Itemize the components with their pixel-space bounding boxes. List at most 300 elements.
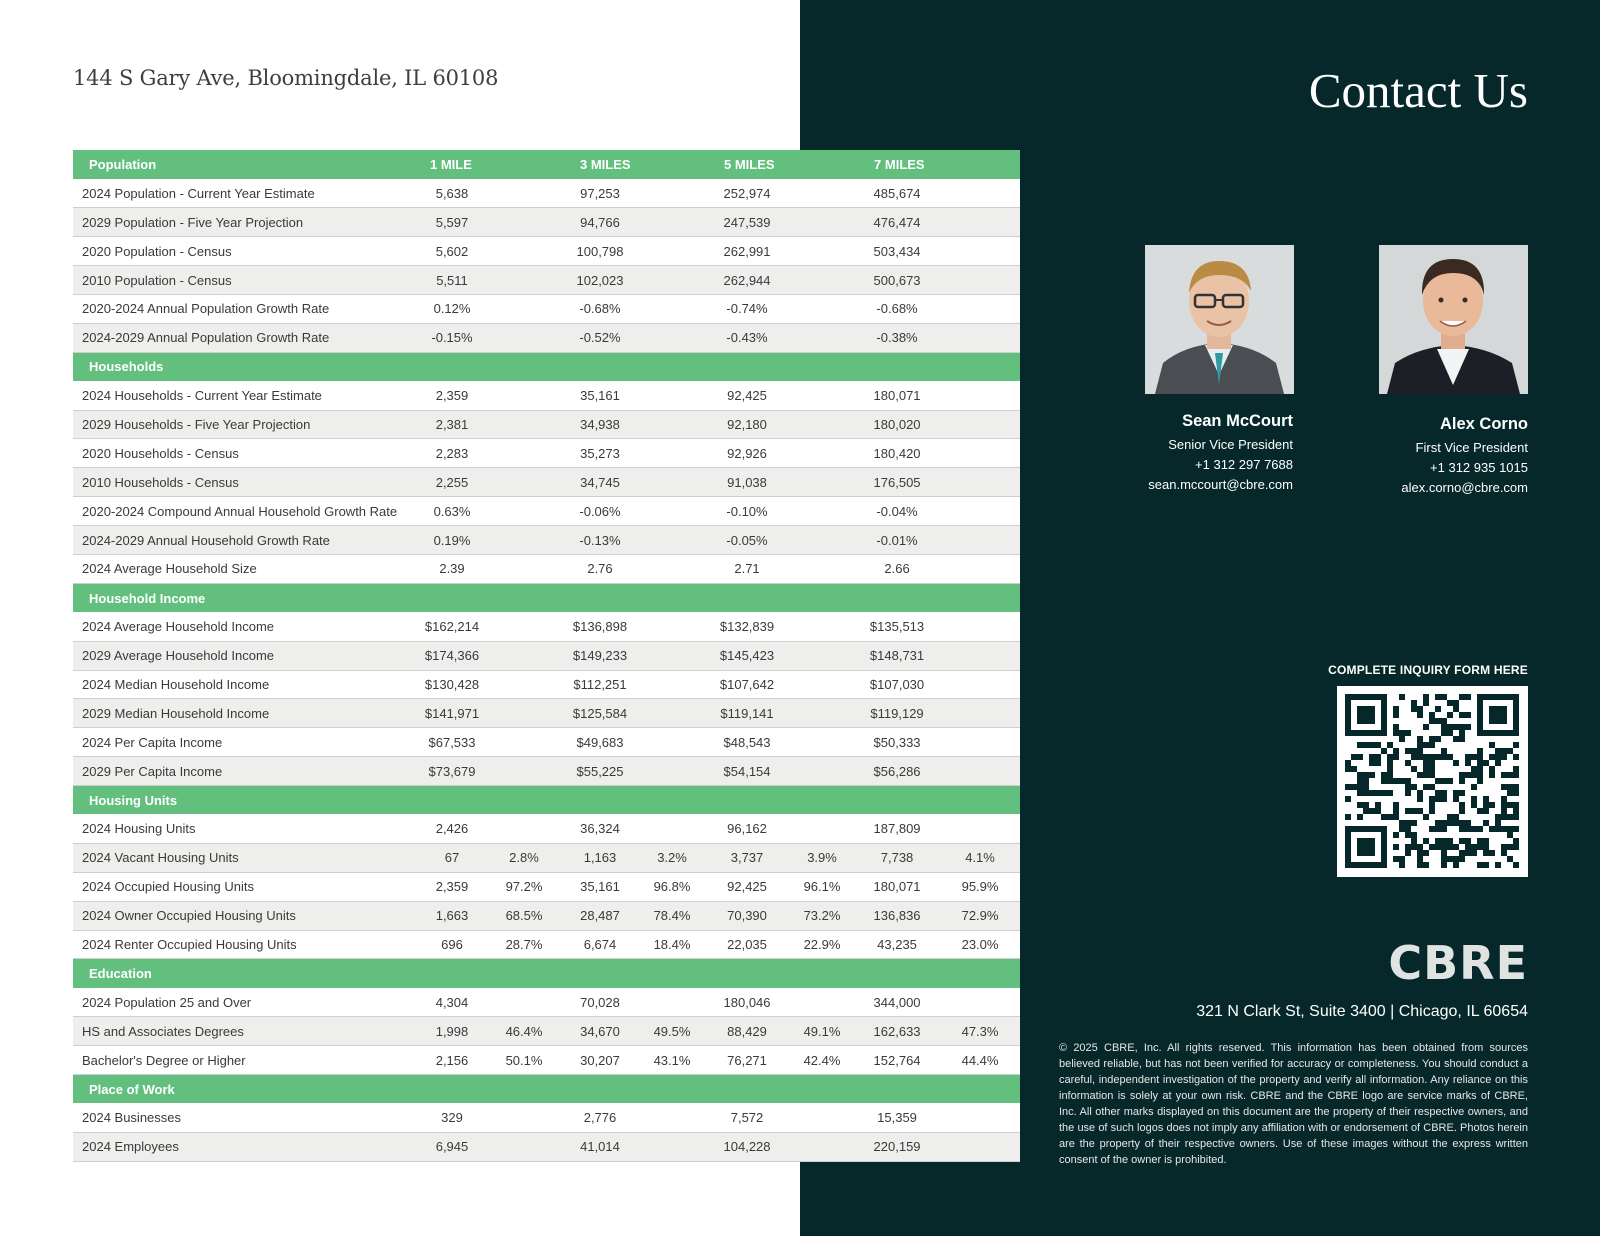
percent-cell	[940, 612, 1020, 641]
percent-cell	[640, 323, 704, 352]
contact-title: Senior Vice President	[1168, 437, 1293, 452]
percent-cell	[640, 381, 704, 410]
table-row	[73, 410, 1020, 439]
radius-header: 1 MILE	[416, 150, 560, 179]
value-cell: 329	[416, 1103, 488, 1132]
percent-cell: 49.5%	[640, 1017, 704, 1046]
percent-cell	[940, 699, 1020, 728]
value-cell: $174,366	[416, 641, 488, 670]
value-cell: $125,584	[560, 699, 640, 728]
row-label: 2029 Median Household Income	[73, 699, 416, 728]
percent-cell: 95.9%	[940, 872, 1020, 901]
value-cell: $50,333	[854, 728, 940, 757]
table-row	[73, 901, 1020, 930]
value-cell: 22,035	[704, 930, 790, 959]
percent-cell	[790, 468, 854, 497]
contact-photo-alex	[1379, 245, 1528, 394]
row-label: 2024 Vacant Housing Units	[73, 843, 416, 872]
inquiry-qr-code[interactable]	[1337, 686, 1528, 877]
percent-cell	[640, 641, 704, 670]
value-cell: 2,381	[416, 410, 488, 439]
contact-card-sean	[1148, 412, 1293, 495]
value-cell: $119,129	[854, 699, 940, 728]
value-cell: 4,304	[416, 988, 488, 1017]
section-title: Education	[73, 959, 416, 988]
value-cell: 92,425	[704, 872, 790, 901]
row-label: 2024 Businesses	[73, 1103, 416, 1132]
percent-cell	[488, 554, 560, 583]
value-cell: 100,798	[560, 237, 640, 266]
value-cell: 92,180	[704, 410, 790, 439]
section-filler	[416, 959, 1020, 988]
row-label: 2020-2024 Annual Population Growth Rate	[73, 294, 416, 323]
radius-header: 5 MILES	[704, 150, 854, 179]
table-row	[73, 1103, 1020, 1132]
percent-cell	[488, 468, 560, 497]
percent-cell	[940, 1103, 1020, 1132]
value-cell: $54,154	[704, 757, 790, 786]
value-cell: 2.76	[560, 554, 640, 583]
row-label: 2010 Population - Census	[73, 266, 416, 295]
row-label: Bachelor's Degree or Higher	[73, 1046, 416, 1075]
percent-cell	[488, 294, 560, 323]
contact-photo-sean	[1145, 245, 1294, 394]
percent-cell: 97.2%	[488, 872, 560, 901]
value-cell: 180,020	[854, 410, 940, 439]
percent-cell	[940, 757, 1020, 786]
value-cell: -0.13%	[560, 526, 640, 555]
value-cell: 70,028	[560, 988, 640, 1017]
percent-cell	[940, 381, 1020, 410]
value-cell: 5,602	[416, 237, 488, 266]
percent-cell	[640, 468, 704, 497]
percent-cell	[488, 1132, 560, 1161]
percent-cell	[790, 497, 854, 526]
value-cell: 187,809	[854, 814, 940, 843]
percent-cell	[940, 208, 1020, 237]
section-filler	[416, 352, 1020, 381]
table-row	[73, 641, 1020, 670]
value-cell: 180,420	[854, 439, 940, 468]
percent-cell: 18.4%	[640, 930, 704, 959]
value-cell: -0.15%	[416, 323, 488, 352]
percent-cell: 50.1%	[488, 1046, 560, 1075]
value-cell: $148,731	[854, 641, 940, 670]
row-label: 2020-2024 Compound Annual Household Growth Rate	[73, 497, 416, 526]
value-cell: 91,038	[704, 468, 790, 497]
percent-cell	[790, 554, 854, 583]
section-title: Households	[73, 352, 416, 381]
percent-cell	[488, 988, 560, 1017]
value-cell: 67	[416, 843, 488, 872]
percent-cell	[790, 323, 854, 352]
percent-cell	[790, 1103, 854, 1132]
value-cell: 7,572	[704, 1103, 790, 1132]
value-cell: 76,271	[704, 1046, 790, 1075]
value-cell: $141,971	[416, 699, 488, 728]
percent-cell	[790, 1132, 854, 1161]
value-cell: $112,251	[560, 670, 640, 699]
table-row	[73, 323, 1020, 352]
row-label: 2024 Population - Current Year Estimate	[73, 179, 416, 208]
percent-cell	[790, 641, 854, 670]
value-cell: $49,683	[560, 728, 640, 757]
percent-cell	[790, 728, 854, 757]
percent-cell	[488, 757, 560, 786]
percent-cell	[640, 266, 704, 295]
percent-cell	[640, 526, 704, 555]
value-cell: $55,225	[560, 757, 640, 786]
value-cell: 30,207	[560, 1046, 640, 1075]
value-cell: $162,214	[416, 612, 488, 641]
value-cell: 35,161	[560, 872, 640, 901]
section-filler	[416, 1075, 1020, 1104]
percent-cell	[640, 439, 704, 468]
percent-cell	[790, 294, 854, 323]
percent-cell	[640, 497, 704, 526]
percent-cell	[640, 208, 704, 237]
value-cell: 28,487	[560, 901, 640, 930]
value-cell: 2,426	[416, 814, 488, 843]
value-cell: $67,533	[416, 728, 488, 757]
row-label: 2024 Per Capita Income	[73, 728, 416, 757]
percent-cell	[940, 323, 1020, 352]
percent-cell	[640, 612, 704, 641]
table-row	[73, 728, 1020, 757]
table-row	[73, 843, 1020, 872]
percent-cell	[488, 497, 560, 526]
table-row	[73, 670, 1020, 699]
value-cell: 7,738	[854, 843, 940, 872]
value-cell: 34,670	[560, 1017, 640, 1046]
percent-cell	[940, 526, 1020, 555]
percent-cell	[488, 641, 560, 670]
value-cell: 6,945	[416, 1132, 488, 1161]
percent-cell	[940, 294, 1020, 323]
row-label: 2020 Population - Census	[73, 237, 416, 266]
value-cell: 104,228	[704, 1132, 790, 1161]
row-label: 2010 Households - Census	[73, 468, 416, 497]
table-row	[73, 237, 1020, 266]
value-cell: 35,161	[560, 381, 640, 410]
section-header-row	[73, 583, 1020, 612]
value-cell: 102,023	[560, 266, 640, 295]
contact-name: Alex Corno	[1439, 415, 1528, 433]
contact-email[interactable]: sean.mccourt@cbre.com	[1148, 477, 1293, 492]
section-header-row	[73, 786, 1020, 815]
value-cell: 180,071	[854, 381, 940, 410]
value-cell: 2,359	[416, 381, 488, 410]
row-label: 2024 Population 25 and Over	[73, 988, 416, 1017]
table-row	[73, 757, 1020, 786]
contact-email[interactable]: alex.corno@cbre.com	[1401, 480, 1528, 495]
percent-cell	[488, 266, 560, 295]
value-cell: 88,429	[704, 1017, 790, 1046]
value-cell: 92,926	[704, 439, 790, 468]
cbre-logo: CBRE	[1388, 936, 1528, 990]
percent-cell	[488, 381, 560, 410]
percent-cell: 43.1%	[640, 1046, 704, 1075]
value-cell: -0.68%	[560, 294, 640, 323]
percent-cell	[940, 988, 1020, 1017]
value-cell: 5,638	[416, 179, 488, 208]
percent-cell	[488, 728, 560, 757]
value-cell: $73,679	[416, 757, 488, 786]
section-title: Place of Work	[73, 1075, 416, 1104]
percent-cell	[790, 439, 854, 468]
value-cell: 70,390	[704, 901, 790, 930]
row-label: 2029 Population - Five Year Projection	[73, 208, 416, 237]
value-cell: 43,235	[854, 930, 940, 959]
percent-cell: 96.8%	[640, 872, 704, 901]
value-cell: $130,428	[416, 670, 488, 699]
row-label: 2024 Housing Units	[73, 814, 416, 843]
section-header-row	[73, 959, 1020, 988]
value-cell: 2,156	[416, 1046, 488, 1075]
table-row	[73, 1132, 1020, 1161]
contact-name: Sean McCourt	[1182, 412, 1293, 430]
value-cell: 252,974	[704, 179, 790, 208]
value-cell: 92,425	[704, 381, 790, 410]
value-cell: 96,162	[704, 814, 790, 843]
value-cell: -0.52%	[560, 323, 640, 352]
percent-cell: 23.0%	[940, 930, 1020, 959]
row-label: 2024 Employees	[73, 1132, 416, 1161]
percent-cell: 28.7%	[488, 930, 560, 959]
value-cell: 1,163	[560, 843, 640, 872]
percent-cell	[940, 410, 1020, 439]
value-cell: 94,766	[560, 208, 640, 237]
value-cell: -0.43%	[704, 323, 790, 352]
property-address: 144 S Gary Ave, Bloomingdale, IL 60108	[73, 66, 499, 90]
percent-cell	[488, 814, 560, 843]
percent-cell	[940, 497, 1020, 526]
percent-cell	[940, 1132, 1020, 1161]
value-cell: 2.71	[704, 554, 790, 583]
percent-cell: 3.2%	[640, 843, 704, 872]
value-cell: 0.63%	[416, 497, 488, 526]
value-cell: 162,633	[854, 1017, 940, 1046]
value-cell: 2,255	[416, 468, 488, 497]
section-header-row	[73, 352, 1020, 381]
value-cell: 247,539	[704, 208, 790, 237]
percent-cell: 68.5%	[488, 901, 560, 930]
row-label: 2024 Average Household Income	[73, 612, 416, 641]
value-cell: 180,046	[704, 988, 790, 1017]
value-cell: $149,233	[560, 641, 640, 670]
value-cell: 0.12%	[416, 294, 488, 323]
percent-cell	[790, 757, 854, 786]
section-header-row	[73, 1075, 1020, 1104]
table-row	[73, 699, 1020, 728]
section-title: Population	[73, 150, 416, 179]
row-label: 2020 Households - Census	[73, 439, 416, 468]
percent-cell	[640, 670, 704, 699]
value-cell: 2,359	[416, 872, 488, 901]
percent-cell	[488, 1103, 560, 1132]
value-cell: 696	[416, 930, 488, 959]
value-cell: -0.74%	[704, 294, 790, 323]
percent-cell	[940, 670, 1020, 699]
table-row	[73, 930, 1020, 959]
percent-cell	[640, 757, 704, 786]
percent-cell	[940, 237, 1020, 266]
table-row	[73, 179, 1020, 208]
value-cell: 344,000	[854, 988, 940, 1017]
value-cell: -0.05%	[704, 526, 790, 555]
percent-cell	[940, 641, 1020, 670]
row-label: 2029 Per Capita Income	[73, 757, 416, 786]
percent-cell: 73.2%	[790, 901, 854, 930]
row-label: 2029 Average Household Income	[73, 641, 416, 670]
percent-cell: 3.9%	[790, 843, 854, 872]
value-cell: $145,423	[704, 641, 790, 670]
percent-cell	[790, 699, 854, 728]
row-label: 2024-2029 Annual Household Growth Rate	[73, 526, 416, 555]
percent-cell: 42.4%	[790, 1046, 854, 1075]
value-cell: -0.10%	[704, 497, 790, 526]
table-row	[73, 439, 1020, 468]
percent-cell	[488, 439, 560, 468]
percent-cell	[488, 410, 560, 439]
percent-cell	[640, 410, 704, 439]
row-label: 2024 Owner Occupied Housing Units	[73, 901, 416, 930]
table-row	[73, 468, 1020, 497]
percent-cell	[790, 266, 854, 295]
percent-cell: 46.4%	[488, 1017, 560, 1046]
value-cell: 34,745	[560, 468, 640, 497]
row-label: 2024 Median Household Income	[73, 670, 416, 699]
percent-cell	[940, 179, 1020, 208]
section-header-row	[73, 150, 1020, 179]
percent-cell	[488, 208, 560, 237]
row-label: 2024-2029 Annual Population Growth Rate	[73, 323, 416, 352]
row-label: 2024 Renter Occupied Housing Units	[73, 930, 416, 959]
table-row	[73, 988, 1020, 1017]
demographics-table	[73, 150, 1020, 1162]
section-title: Household Income	[73, 583, 416, 612]
table-row	[73, 554, 1020, 583]
value-cell: 35,273	[560, 439, 640, 468]
contact-heading: Contact Us	[1308, 63, 1528, 118]
row-label: 2024 Occupied Housing Units	[73, 872, 416, 901]
radius-header: 3 MILES	[560, 150, 704, 179]
percent-cell	[488, 526, 560, 555]
value-cell: $132,839	[704, 612, 790, 641]
percent-cell: 2.8%	[488, 843, 560, 872]
percent-cell	[488, 237, 560, 266]
percent-cell: 44.4%	[940, 1046, 1020, 1075]
value-cell: $48,543	[704, 728, 790, 757]
percent-cell	[640, 237, 704, 266]
table-row	[73, 266, 1020, 295]
percent-cell	[790, 988, 854, 1017]
value-cell: 41,014	[560, 1132, 640, 1161]
percent-cell	[790, 208, 854, 237]
row-label: 2029 Households - Five Year Projection	[73, 410, 416, 439]
row-label: 2024 Average Household Size	[73, 554, 416, 583]
percent-cell	[640, 1103, 704, 1132]
percent-cell	[488, 179, 560, 208]
value-cell: 97,253	[560, 179, 640, 208]
value-cell: 2,283	[416, 439, 488, 468]
percent-cell	[790, 526, 854, 555]
value-cell: -0.68%	[854, 294, 940, 323]
percent-cell	[640, 699, 704, 728]
value-cell: 36,324	[560, 814, 640, 843]
percent-cell	[790, 381, 854, 410]
percent-cell	[488, 670, 560, 699]
percent-cell	[790, 612, 854, 641]
table-row	[73, 1046, 1020, 1075]
section-title: Housing Units	[73, 786, 416, 815]
table-row	[73, 814, 1020, 843]
value-cell: 1,663	[416, 901, 488, 930]
value-cell: $119,141	[704, 699, 790, 728]
value-cell: 500,673	[854, 266, 940, 295]
contact-title: First Vice President	[1415, 440, 1528, 455]
row-label: 2024 Households - Current Year Estimate	[73, 381, 416, 410]
value-cell: 15,359	[854, 1103, 940, 1132]
percent-cell	[940, 439, 1020, 468]
section-filler	[416, 786, 1020, 815]
table-row	[73, 497, 1020, 526]
value-cell: 476,474	[854, 208, 940, 237]
value-cell: 34,938	[560, 410, 640, 439]
percent-cell	[790, 814, 854, 843]
percent-cell	[940, 554, 1020, 583]
value-cell: $135,513	[854, 612, 940, 641]
value-cell: 262,991	[704, 237, 790, 266]
value-cell: 136,836	[854, 901, 940, 930]
percent-cell	[488, 612, 560, 641]
value-cell: 503,434	[854, 237, 940, 266]
contact-card-alex	[1401, 415, 1528, 498]
value-cell: $107,642	[704, 670, 790, 699]
percent-cell: 22.9%	[790, 930, 854, 959]
percent-cell	[640, 179, 704, 208]
value-cell: 485,674	[854, 179, 940, 208]
value-cell: -0.06%	[560, 497, 640, 526]
percent-cell: 96.1%	[790, 872, 854, 901]
value-cell: 3,737	[704, 843, 790, 872]
table-row	[73, 526, 1020, 555]
contact-phone[interactable]: +1 312 935 1015	[1430, 460, 1528, 475]
value-cell: 0.19%	[416, 526, 488, 555]
value-cell: 2.39	[416, 554, 488, 583]
value-cell: 180,071	[854, 872, 940, 901]
percent-cell	[790, 237, 854, 266]
percent-cell	[940, 728, 1020, 757]
percent-cell: 72.9%	[940, 901, 1020, 930]
row-label: HS and Associates Degrees	[73, 1017, 416, 1046]
value-cell: 262,944	[704, 266, 790, 295]
section-filler	[416, 583, 1020, 612]
value-cell: 176,505	[854, 468, 940, 497]
value-cell: 220,159	[854, 1132, 940, 1161]
contact-phone[interactable]: +1 312 297 7688	[1195, 457, 1293, 472]
percent-cell	[790, 179, 854, 208]
percent-cell	[790, 410, 854, 439]
percent-cell	[640, 554, 704, 583]
percent-cell	[640, 814, 704, 843]
table-row	[73, 1017, 1020, 1046]
value-cell: -0.38%	[854, 323, 940, 352]
percent-cell	[488, 323, 560, 352]
percent-cell	[640, 294, 704, 323]
value-cell: $107,030	[854, 670, 940, 699]
disclaimer-text: © 2025 CBRE, Inc. All rights reserved. This information has been obtained from sources believed reliable, but has not been verified for accuracy or completeness. You should conduct a careful, independent investigation of the property and verify all information. Any reliance on this information is solely at your own risk. CBRE and the CBRE logo are service marks of CBRE, Inc. All other marks displayed on this document are the property of their respective owners, and the use of such logos does not imply any affiliation with or endorsement of CBRE. Photos herein are the property of their respective owners. Use of these images without the express written consent of the owner is prohibited.	[1059, 1042, 1528, 1166]
